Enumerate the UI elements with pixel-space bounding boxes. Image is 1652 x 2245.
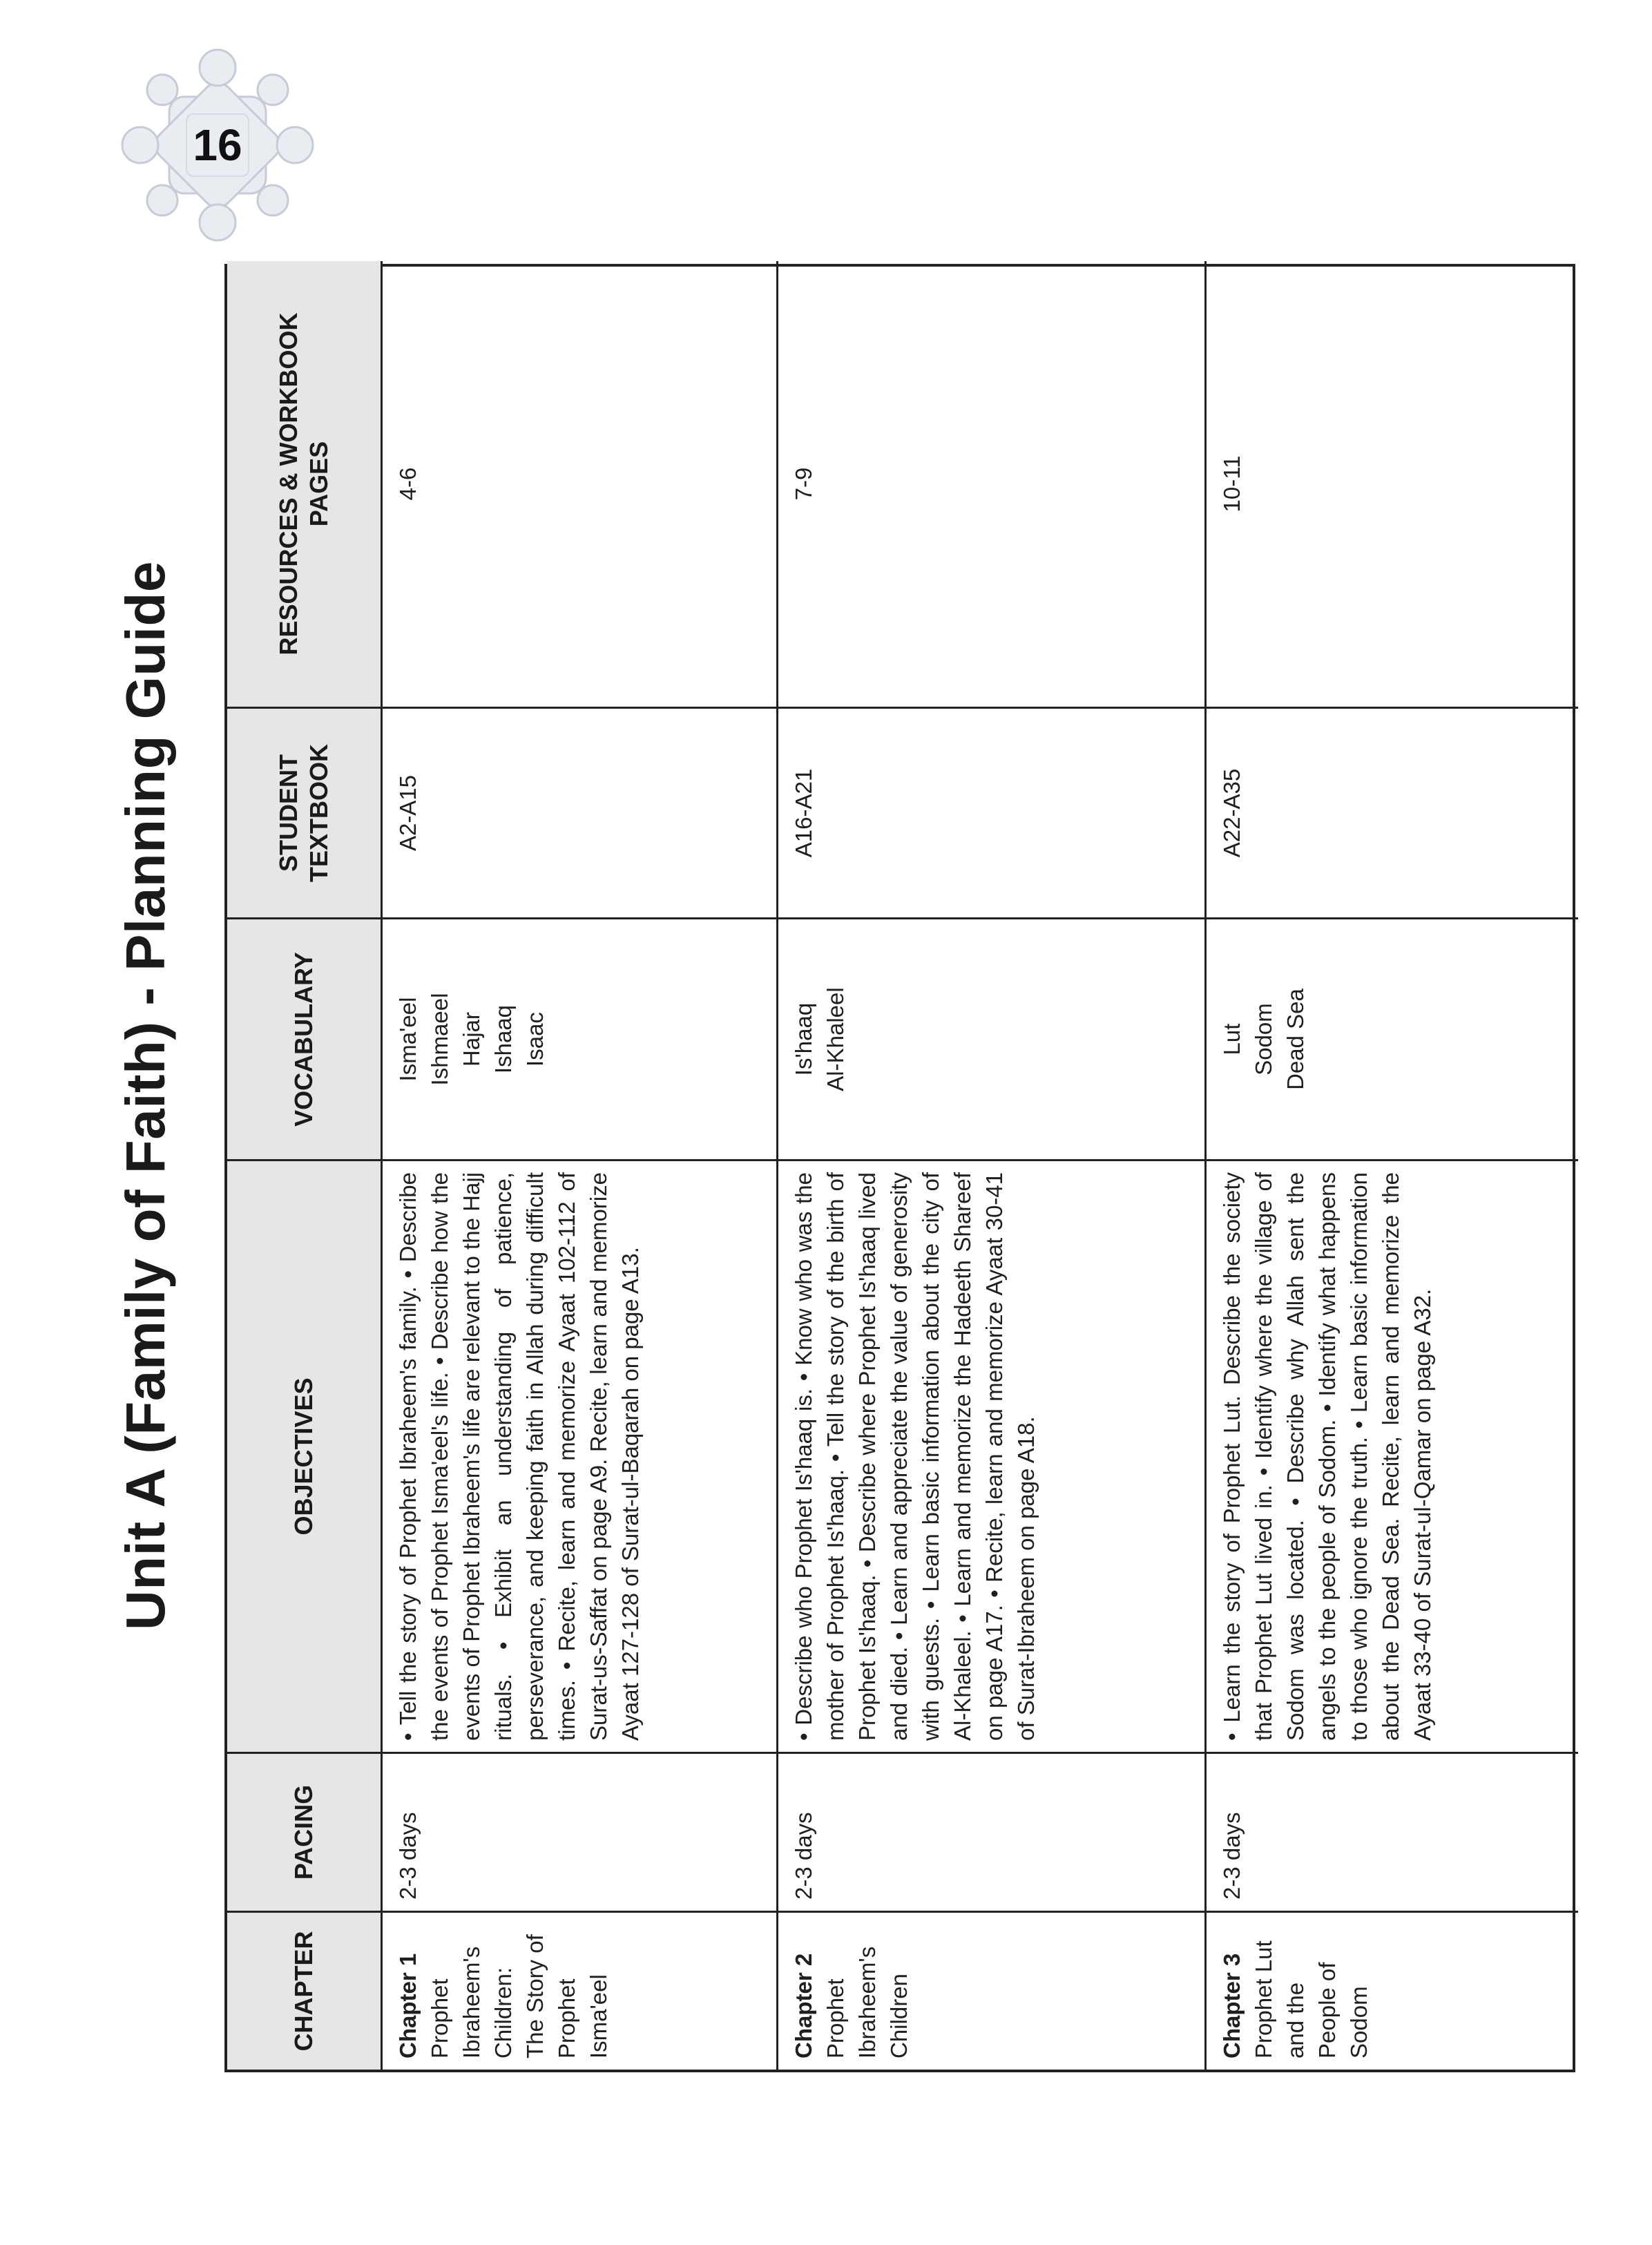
- resources-cell: 7-9: [778, 261, 1207, 707]
- textbook-cell: A16-A21: [778, 707, 1207, 917]
- textbook-cell: A22-A35: [1207, 707, 1578, 917]
- resources-cell: 10-11: [1219, 455, 1245, 513]
- vocabulary-item: Hajar: [459, 1012, 484, 1067]
- vocabulary-item: Lut: [1219, 1023, 1245, 1055]
- header-chapter: CHAPTER: [227, 1911, 383, 2070]
- chapter-title: Prophet Ibraheem's Children: The Story of Prophet Isma'eel: [427, 1934, 611, 2058]
- textbook-cell: A2-A15: [383, 707, 778, 917]
- page-title: Unit A (Family of Faith) - Planning Guide: [115, 561, 176, 1630]
- objectives-cell: • Describe who Prophet Is'haaq is. • Know who was the mother of Prophet Is'haaq. • Tell the story of the birth of Prophet Is'haaq. • Describe where Prophet Is'haaq lived and died. • Learn and appreciate the value of generosity with guests. • Learn basic information about the city of Al-Khaleel. • Learn and memorize the Hadeeth Shareef on page A17. • Recite, learn and memorize Ayaat 30-41 of Surat-Ibraheem on page A18.: [778, 1159, 1207, 1752]
- header-student-textbook: STUDENT TEXTBOOK: [227, 707, 383, 917]
- header-objectives: OBJECTIVES: [227, 1159, 383, 1752]
- vocabulary-item: Ishmaeel: [427, 993, 452, 1086]
- pacing-cell: 2-3 days: [1207, 1752, 1578, 1911]
- resources-cell: 4-6: [383, 261, 778, 707]
- page-number: 16: [193, 120, 242, 170]
- chapter-number: Chapter 3: [1219, 1953, 1245, 2058]
- header-resources: RESOURCES & WORKBOOK PAGES: [227, 261, 383, 707]
- vocabulary-item: Sodom: [1251, 1003, 1276, 1076]
- planning-guide-table: [224, 264, 1575, 2072]
- chapter-cell: [778, 1911, 1207, 2070]
- header-pacing: PACING: [227, 1752, 383, 1911]
- vocabulary-cell: [778, 917, 1207, 1159]
- vocabulary-cell: [383, 917, 778, 1159]
- chapter-title: Prophet Lut and the People of Sodom: [1251, 1940, 1372, 2058]
- vocabulary-item: Ishaaq: [490, 1004, 516, 1074]
- pacing-cell: 2-3 days: [778, 1752, 1207, 1911]
- chapter-title: Prophet Ibraheem's Children: [823, 1946, 912, 2058]
- vocabulary-item: Is'haaq: [791, 1002, 816, 1076]
- chapter-cell: [383, 1911, 778, 2070]
- vocabulary-item: Al-Khaleel: [823, 987, 848, 1091]
- vocabulary-cell: [1207, 917, 1578, 1159]
- chapter-number: Chapter 1: [395, 1953, 421, 2058]
- vocabulary-item: Isaac: [522, 1012, 548, 1067]
- vocabulary-item: Dead Sea: [1283, 988, 1308, 1090]
- header-vocabulary: VOCABULARY: [227, 917, 383, 1159]
- pacing-cell: 2-3 days: [383, 1752, 778, 1911]
- vocabulary-item: Isma'eel: [395, 997, 421, 1082]
- objectives-cell: • Tell the story of Prophet Ibraheem's family. • Describe the events of Prophet Isma'eel's life. • Describe how the events of Prophet Ibraheem's life are relevant to the Hajj rituals. • Exhibit an understanding of patience, perseverance, and keeping faith in Allah during difficult times. • Recite, learn and memorize Ayaat 102-112 of Surat-us-Saffat on page A9. Recite, learn and memorize Ayaat 127-128 of Surat-ul-Baqarah on page A13.: [383, 1159, 778, 1752]
- chapter-number: Chapter 2: [791, 1953, 816, 2058]
- objectives-cell: • Learn the story of Prophet Lut. Describe the society that Prophet Lut lived in. • Identify where the village of Sodom was located. • Describe why Allah sent the angels to the people of Sodom. • Identify what happens to those who ignore the truth. • Learn basic information about the Dead Sea. Recite, learn and memorize the Ayaat 33-40 of Surat-ul-Qamar on page A32.: [1207, 1159, 1578, 1752]
- chapter-cell: [1207, 1911, 1578, 2070]
